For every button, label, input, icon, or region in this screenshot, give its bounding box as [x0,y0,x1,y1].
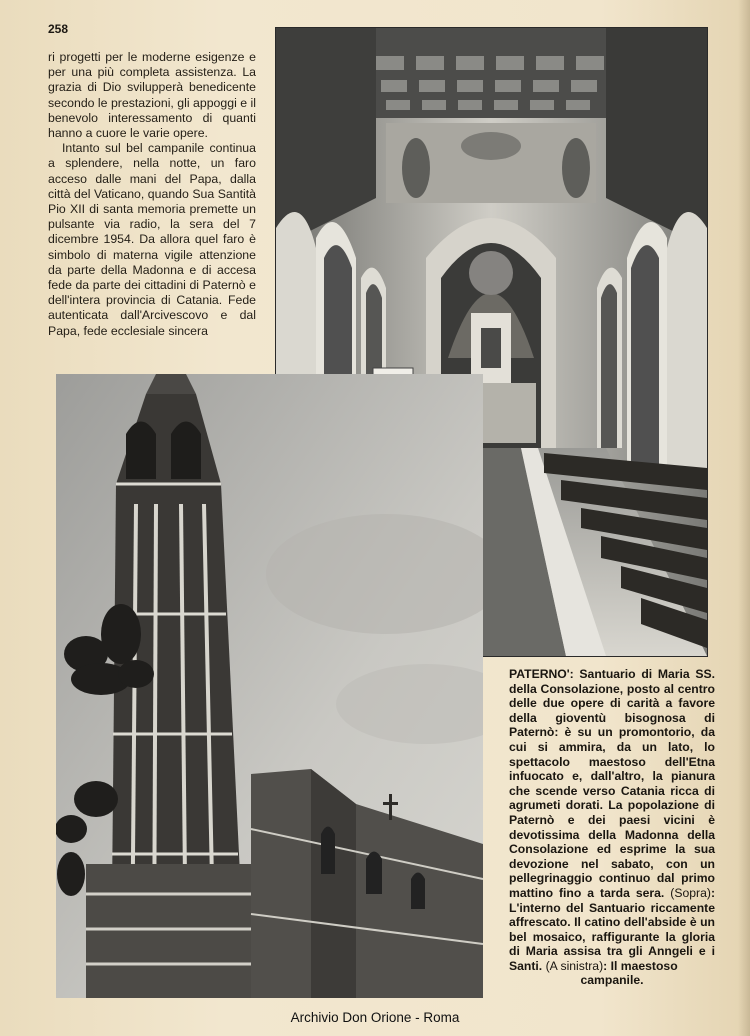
caption-last-line: campanile. [580,973,644,988]
paragraph-2: Intanto sul bel campanile continua a splendere, nella notte, un faro acceso dalle mani del Papa, dalla città del Vaticano, quando Sua Santità Pio XII di santa memoria premette un pulsante via radio, la sera del 7 dicembre 1954. Da allora quel faro è simbolo di materna vigile attenzione da parte della Madonna e di accesa fede da parte dei cittadini di Paternò e dell'intera provincia di Catania. Fede autenticata dall'Arcivescovo e dal Papa, fede ecclesiale sincera [48,141,256,338]
caption-text-above: : L'interno del Santuario riccamente affrescato. Il catino dell'abside è un bel mosaico, raffigurante la gloria di Maria assisa tra gli Anngeli e i Santi. [509,885,715,973]
caption-ref-left: (A sinistra) [545,958,604,973]
paragraph-1: ri progetti per le moderne esigenze e per una più completa assistenza. La grazia di Dio svilupperà benedicente secondo le prestazioni, gli appoggi e il benevolo interessamento di quanti hanno a cuore le varie opere. [48,50,256,141]
archive-footer: Archivio Don Orione - Roma [290,1010,460,1025]
photo-caption [509,667,715,988]
caption-text-left: : Il maestoso [603,958,678,973]
caption-main: PATERNO': Santuario di Maria SS. della Consolazione, posto al centro delle due opere di carità a favore della gioventù bisognosa di Paternò: è su un promontorio, da cui si ammira, da un lato, lo spettacolo maestoso dell'Etna infuocato e, dall'altro, la pianura che scende verso Catania ricca di agrumeti dorati. La popolazione di Paternò e dei paesi vicini è devotissima della Madonna della Consolazione ed esprime la sua devozione nel sabato, con un pellegrinaggio continuo dal primo mattino fino a tarda sera. [509,667,715,900]
bell-tower-photo [56,374,483,998]
page-number: 258 [48,22,69,36]
page-edge-shadow [738,0,750,1036]
left-column-text [48,50,256,339]
caption-ref-above: (Sopra) [670,885,711,900]
